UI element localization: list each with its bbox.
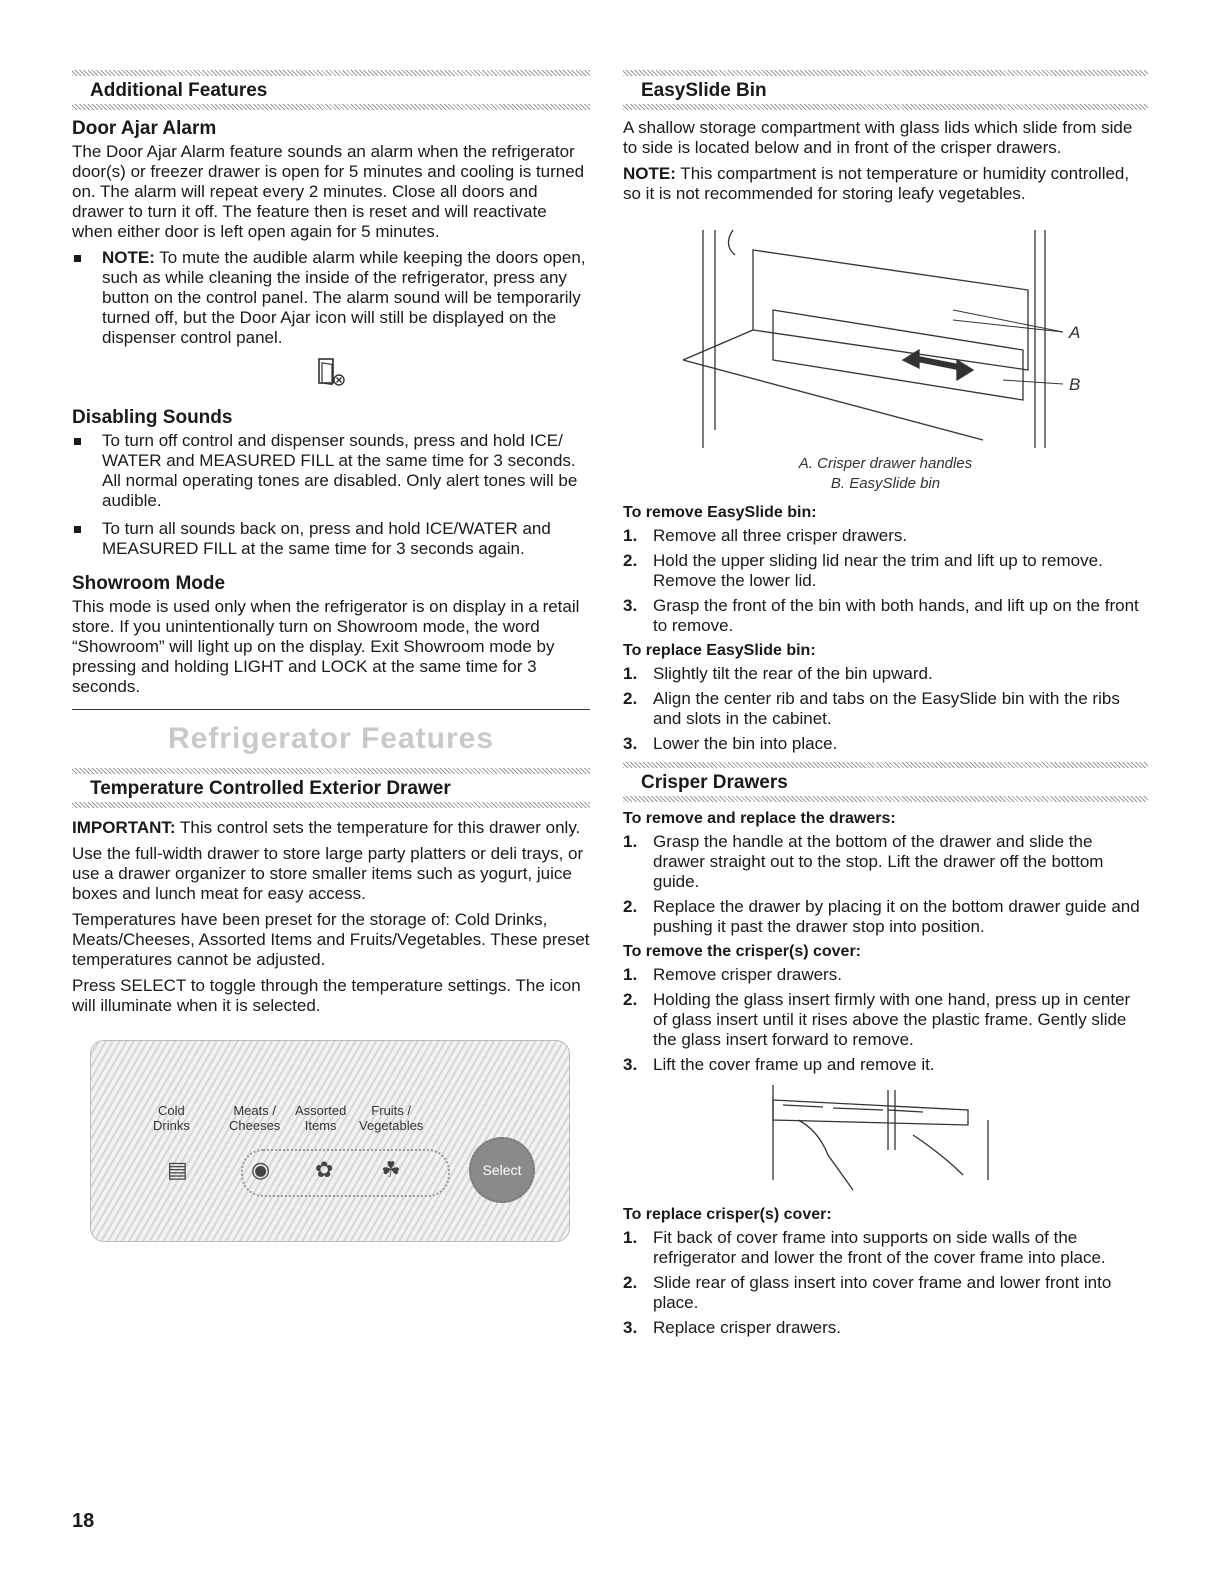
page-number: 18 xyxy=(72,1510,95,1532)
replace-cover-steps xyxy=(623,1228,1148,1338)
select-button[interactable]: Select xyxy=(469,1137,535,1203)
easyslide-note xyxy=(623,164,1148,204)
easyslide-caption xyxy=(623,454,1148,494)
list-item: 3. Lower the bin into place. xyxy=(623,734,838,753)
meat-cheese-icon: ◉ xyxy=(251,1157,271,1182)
left-column xyxy=(72,70,590,1242)
note-label: NOTE: xyxy=(623,164,676,183)
list-item: 1. Grasp the handle at the bottom of the drawer and slide the drawer straight out to the stop. Lift the drawer off the bottom guide. xyxy=(623,832,1104,891)
temp-drawer-important xyxy=(72,818,590,838)
replace-cover-title: To replace crisper(s) cover: xyxy=(623,1206,832,1223)
remove-cover-steps xyxy=(623,965,1148,1075)
crisper-cover-figure xyxy=(623,1080,1148,1200)
note-label: NOTE: xyxy=(102,248,155,267)
list-item: 2. Replace the drawer by placing it on the bottom drawer guide and pushing it past the drawer stop into position. xyxy=(623,897,1140,936)
right-column xyxy=(623,70,1148,1343)
section-heading-additional-features xyxy=(72,70,590,110)
list-item: 2. Slide rear of glass insert into cover frame and lower front into place. xyxy=(623,1273,1112,1312)
remove-replace-drawers-title: To remove and replace the drawers: xyxy=(623,810,896,827)
remove-cover-title: To remove the crisper(s) cover: xyxy=(623,943,862,960)
note-text: To mute the audible alarm while keeping the doors open, such as while cleaning the inside of the refrigerator, press any button on the control panel. The alarm sound will be temporarily turned off, but the Door Ajar icon will still be displayed on the dispenser control panel. xyxy=(102,248,586,347)
section-heading-crisper xyxy=(623,762,1148,802)
list-item: 1. Remove crisper drawers. xyxy=(623,965,842,984)
list-item: 3. Lift the cover frame up and remove it. xyxy=(623,1055,935,1074)
heading-text: Temperature Controlled Exterior Drawer xyxy=(90,778,451,799)
remove-easyslide-steps xyxy=(623,526,1148,636)
list-item: 3. Replace crisper drawers. xyxy=(623,1318,842,1337)
list-item: 1. Slightly tilt the rear of the bin upward. xyxy=(623,664,933,683)
fruits-vegetables-label: Fruits / Vegetables xyxy=(359,1103,424,1133)
caption-a: A. Crisper drawer handles xyxy=(798,455,973,472)
heading-text: EasySlide Bin xyxy=(641,80,767,101)
replace-easyslide-title: To replace EasySlide bin: xyxy=(623,642,816,659)
list-item: 3. Grasp the front of the bin with both hands, and lift up on the front to remove. xyxy=(623,596,1139,635)
drink-bottle-icon: ▤ xyxy=(167,1157,188,1182)
callout-b: B xyxy=(1069,375,1081,394)
disabling-sounds-title: Disabling Sounds xyxy=(72,407,233,428)
list-item: 2. Hold the upper sliding lid near the trim and lift up to remove. Remove the lower lid. xyxy=(623,551,1103,590)
crisper-cover-illustration xyxy=(623,1080,1148,1200)
drawer-control-panel xyxy=(90,1040,570,1242)
list-item: 1. Fit back of cover frame into supports on side walls of the refrigerator and lower the front of the cover frame into place. xyxy=(623,1228,1106,1267)
section-heading-easyslide xyxy=(623,70,1148,110)
door-ajar-title: Door Ajar Alarm xyxy=(72,118,217,139)
door-ajar-icon xyxy=(72,356,590,393)
remove-replace-drawers-steps xyxy=(623,832,1148,937)
cold-drinks-label: Cold Drinks xyxy=(153,1103,190,1133)
disabling-sounds-bullet-1: To turn off control and dispenser sounds, press and hold ICE/ WATER and MEASURED FILL at the same time for 3 seconds. All normal operating tones are disabled. Only alert tones will be audible. xyxy=(72,431,590,511)
door-ajar-body: The Door Ajar Alarm feature sounds an alarm when the refrigerator door(s) or freezer drawer is open for 5 minutes and cooling is turned on. The alarm will repeat every 2 minutes. Close all doors and drawer to turn it off. The feature then is reset and will reactivate when either door is left open again for 5 minutes. xyxy=(72,142,585,241)
replace-easyslide-steps xyxy=(623,664,1148,754)
note-text: This compartment is not temperature or humidity controlled, so it is not recommended for storing leafy vegetables. xyxy=(623,164,1130,203)
temp-drawer-p1: Use the full-width drawer to store large party platters or deli trays, or use a drawer organizer to store smaller items such as yogurt, juice boxes and lunch meat for easy access. xyxy=(72,844,584,903)
showroom-body: This mode is used only when the refrigerator is on display in a retail store. If you unintentionally turn on Showroom mode, the word “Showroom” will light up on the display. Exit Showroom mode by pressing and holding LIGHT and LOCK at the same time for 3 seconds. xyxy=(72,597,580,696)
list-item: 2. Holding the glass insert firmly with one hand, press up in center of glass insert until it rises above the plastic frame. Gently slide the glass insert forward to remove. xyxy=(623,990,1131,1049)
easyslide-figure xyxy=(623,210,1148,450)
heading-text: Crisper Drawers xyxy=(641,772,788,793)
caption-b: B. EasySlide bin xyxy=(830,475,941,492)
temp-drawer-p3: Press SELECT to toggle through the temperature settings. The icon will illuminate when it is selected. xyxy=(72,976,581,1015)
door-ajar-note xyxy=(72,248,590,348)
showroom-title: Showroom Mode xyxy=(72,573,226,594)
list-item: 2. Align the center rib and tabs on the EasySlide bin with the ribs and slots in the cabinet. xyxy=(623,689,1120,728)
indicator-dots xyxy=(241,1149,450,1197)
easyslide-illustration xyxy=(623,210,1148,450)
easyslide-p1: A shallow storage compartment with glass lids which slide from side to side is located below and in front of the crisper drawers. xyxy=(623,118,1133,157)
callout-a: A xyxy=(1069,323,1081,342)
refrigerator-features-title: Refrigerator Features xyxy=(72,709,590,756)
list-item: 1. Remove all three crisper drawers. xyxy=(623,526,908,545)
important-label: IMPORTANT: xyxy=(72,818,176,837)
temp-drawer-p2: Temperatures have been preset for the storage of: Cold Drinks, Meats/Cheeses, Assorted Items and Fruits/Vegetables. These preset temperatures cannot be adjusted. xyxy=(72,910,590,969)
heading-text: Additional Features xyxy=(90,80,268,101)
fruit-icon: ☘ xyxy=(381,1157,401,1182)
remove-easyslide-title: To remove EasySlide bin: xyxy=(623,504,817,521)
disabling-sounds-bullet-2: To turn all sounds back on, press and hold ICE/WATER and MEASURED FILL at the same time for 3 seconds again. xyxy=(72,519,590,559)
important-text: This control sets the temperature for this drawer only. xyxy=(175,818,581,837)
assorted-items-icon: ✿ xyxy=(315,1157,334,1182)
meats-cheeses-label: Meats / Cheeses xyxy=(229,1103,281,1133)
section-heading-temp-drawer xyxy=(72,768,590,808)
assorted-items-label: Assorted Items xyxy=(295,1103,347,1133)
